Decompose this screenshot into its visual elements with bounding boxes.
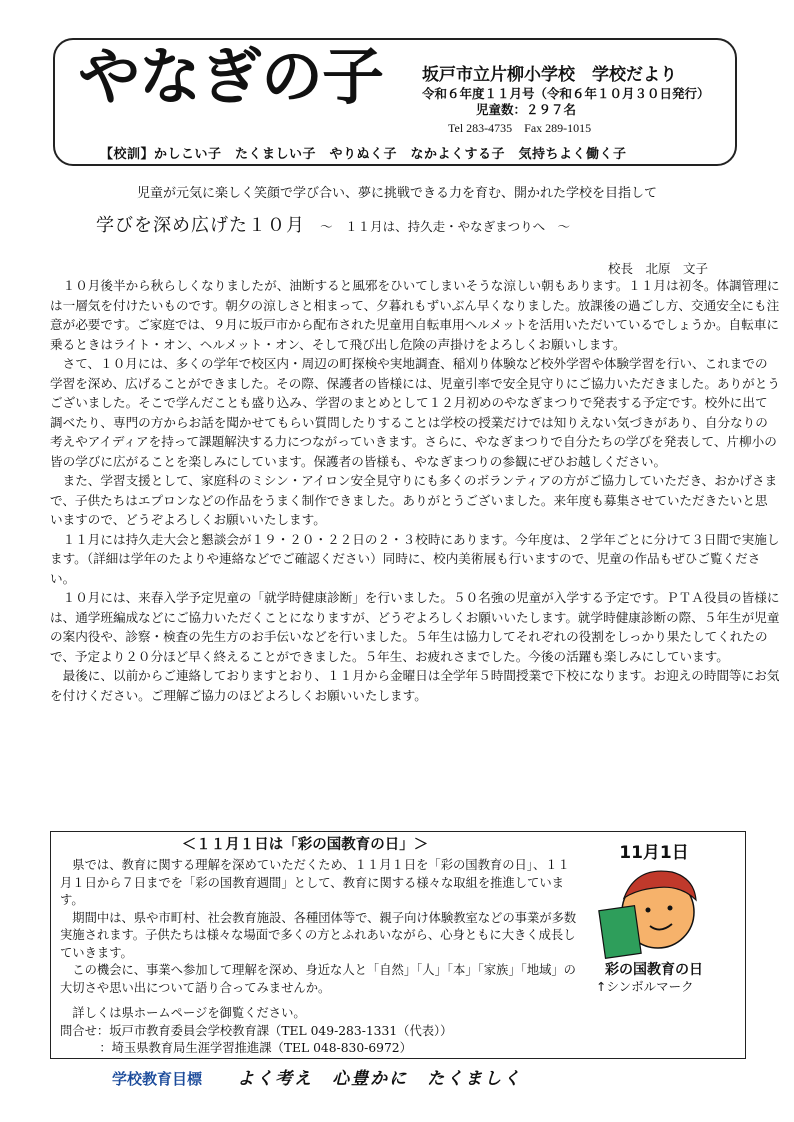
education-day-body: [60, 857, 580, 1058]
symbol-date: 11月1日: [619, 843, 689, 863]
paragraph: 最後に、以前からご連絡しておりますとおり、１１月から金曜日は全学年５時間授業で下校になります。お迎えの時間等にお気を付けください。ご理解ご協力のほどよろしくお願いいたします。: [50, 668, 780, 703]
school-goal: [112, 1064, 522, 1089]
paragraph: この機会に、事業へ参加して理解を深め、身近な人と「自然」「人」「本」「家族」「地域」の大切さや思い出について語り合ってみませんか。: [60, 963, 576, 995]
school-goal-motto: よく考え 心豊かに たくましく: [237, 1069, 523, 1089]
contact-info: Tel 283-4735 Fax 289-1015: [448, 121, 592, 135]
paragraph: １１月には持久走大会と懇談会が１９・２０・２２日の２・３校時にあります。今年度は、２学年ごとに分けて３日間で実施します。（詳細は学年のたよりや連絡などでご確認ください）同時に、校内美術展も行いますので、児童の作品もぜひご覧ください。: [50, 531, 780, 586]
article-headline: 学びを深め広げた１０月: [96, 215, 305, 236]
book-shape: [599, 906, 641, 959]
school-motto: 【校訓】かしこい子 たくましい子 やりぬく子 なかよくする子 気持ちよく働く子: [100, 147, 627, 162]
article-body: [50, 276, 780, 705]
paragraph: １０月には、来春入学予定児童の「就学時健康診断」を行いました。５０名強の児童が入学する予定です。ＰＴＡ役員の皆様には、通学班編成などにご協力いただくことになりますが、どうぞよろしくお願いいたします。就学時健康診断の際、５年生が児童の案内役や、診察・検査の先生方のお手伝いなどを行いました。５年生は協力してそれぞれの役割をしっかり果たしてくれたので、予定より２０分ほど早く終えることができました。５年生、お疲れさまでした。今後の活躍も楽しみにしています。: [50, 590, 780, 664]
paragraph: １０月後半から秋らしくなりましたが、油断すると風邪をひいてしまいそうな涼しい朝もあります。１１月は初冬。体調管理には一層気を付けたいものです。朝夕の涼しさと相まって、夕暮れもずいぶん早くなりました。放課後の過ごし方、交通安全にも注意が必要です。ご家庭では、９月に坂戸市から配布された児童用自転車用ヘルメットを活用いただいているでしょうか。自転車に乗るときはライト・オン、ヘルメット・オン、そして飛び出し危険の声掛けをよろしくお願いします。: [50, 278, 780, 352]
symbol-caption: ↑シンボルマーク: [596, 979, 694, 994]
mission-statement: 児童が元気に楽しく笑顔で学び合い、夢に挑戦できる力を育む、開かれた学校を目指して: [136, 186, 657, 201]
symbol-name: 彩の国教育の日: [605, 962, 703, 978]
eye-left: [646, 908, 651, 913]
article-headline-group: [96, 211, 570, 237]
education-day-title: ＜１１月１日は「彩の国教育の日」＞: [181, 837, 429, 853]
newsletter-title: やなぎの子: [78, 40, 384, 113]
article-author: 校長 北原 文子: [608, 261, 709, 276]
inquiry-line-1: 問合せ：坂戸市教育委員会学校教育課（TEL 049-283-1331（代表））: [60, 1023, 453, 1038]
more-info-text: 詳しくは県ホームページを御覧ください。: [72, 1006, 306, 1020]
education-day-symbol: [588, 838, 720, 998]
paragraph: 県では、教育に関する理解を深めていただくため、１１月１日を「彩の国教育の日」、１１月１日から７日までを「彩の国教育週間」として、教育に関する様々な取組を推進しています。: [60, 858, 570, 907]
issue-info: 令和６年度１１月号（令和６年１０月３０日発行）: [422, 86, 710, 101]
inquiry-line-2: ：埼玉県教育局生涯学習推進課（TEL 048-830-6972）: [99, 1041, 412, 1055]
school-name: 坂戸市立片柳小学校 学校だより: [422, 65, 677, 85]
student-count: 児童数：２９７名: [476, 102, 577, 117]
eye-right: [668, 906, 673, 911]
paragraph: さて、１０月には、多くの学年で校区内・周辺の町探検や実地調査、稲刈り体験など校外学習や体験学習を行い、これまでの学習を深め、広げることができました。その際、保護者の皆様には、児童引率で安全見守りにご協力いただきました。ありがとうございました。そこで学んだことも盛り込み、学習のまとめとして１２月初めのやなぎまつりで発表する予定です。校外に出て調べたり、専門の方からお話を聞かせてもらい質問したりすることは学校の授業だけでは知りえない気づきがあり、自分なりの考えやアイディアを持って課題解決する力につながっていきます。さらに、やなぎまつりで自分たちの学びを発表して、片柳小の皆の学びに広がることを楽しみにしています。保護者の皆様も、やなぎまつりの参観にぜひお越しください。: [50, 356, 780, 469]
school-goal-label: 学校教育目標: [112, 1070, 203, 1088]
paragraph: 期間中は、県や市町村、社会教育施設、各種団体等で、親子向け体験教室などの事業が多数実施されます。子供たちは様々な場面で多くの方とふれあいながら、心身ともに大きく成長していきます。: [60, 910, 577, 960]
article-subheadline: ～ １１月は、持久走・やなぎまつりへ ～: [320, 219, 571, 234]
child-reading-icon: [588, 838, 720, 978]
paragraph: また、学習支援として、家庭科のミシン・アイロン安全見守りにも多くのボランティアの方がご協力していただき、おかげさまで、子供たちはエプロンなどの作品をうまく制作できました。ありがとうございました。来年度も募集させていただきたいと思いますので、どうぞよろしくお願いいたします。: [50, 473, 778, 527]
